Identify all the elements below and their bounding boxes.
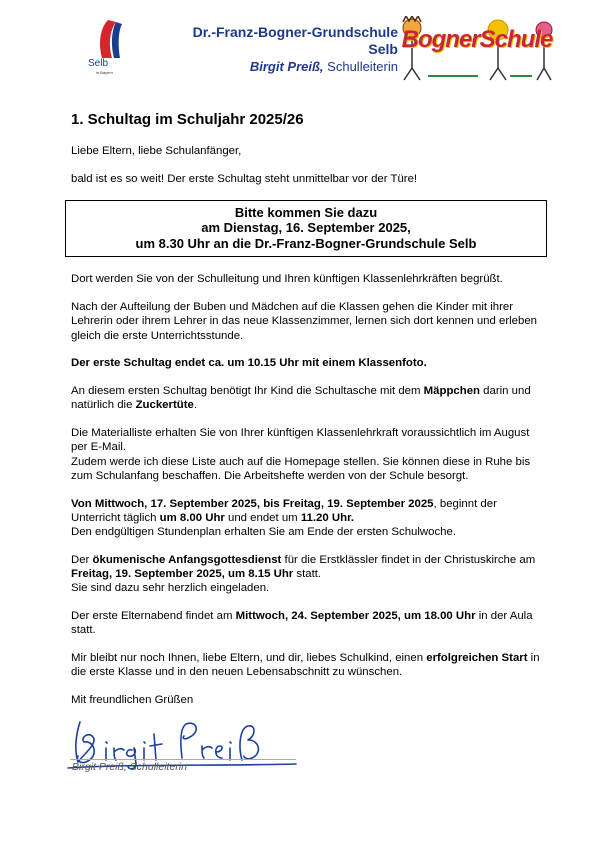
signature-caption: Birgit Preiß, Schulleiterin xyxy=(72,761,187,773)
pencil-case-text: Mäppchen xyxy=(423,385,480,398)
principal-line xyxy=(130,59,398,75)
text-segment: An diesem ersten Schultag benötigt Ihr Kind die Schultasche mit dem xyxy=(71,385,424,398)
end-time-paragraph xyxy=(71,356,541,370)
text-segment: Den endgültigen Stundenplan erhalten Sie am Ende der ersten Schulwoche. xyxy=(71,525,457,538)
text-segment: , beginnt der Unterricht täglich xyxy=(71,497,497,524)
letter-content xyxy=(71,111,541,721)
material-list-paragraph xyxy=(71,426,541,483)
town-logo-subtext: in Bayern xyxy=(96,70,113,75)
school-town: Selb xyxy=(368,41,398,57)
text-segment: für die Erstklässler findet in der Christuskirche am xyxy=(281,553,536,566)
signature-line xyxy=(70,759,296,760)
invitation-line-3: um 8.30 Uhr an die Dr.-Franz-Bogner-Grundschule Selb xyxy=(135,235,477,251)
schedule-paragraph xyxy=(71,497,541,540)
parents-evening-date: Mittwoch, 24. September 2025, um 18.00 Uhr xyxy=(235,609,476,622)
service-paragraph xyxy=(71,553,541,596)
parents-evening-paragraph xyxy=(71,609,541,637)
text-segment: in der Aula statt. xyxy=(71,609,533,637)
text-segment: Der xyxy=(71,553,93,566)
greeting: Liebe Eltern, liebe Schulanfänger, xyxy=(71,145,242,157)
town-logo-text: Selb xyxy=(88,58,109,69)
closing: Mit freundlichen Grüßen xyxy=(71,693,194,706)
welcome-paragraph: Dort werden Sie von der Schulleitung und Ihren künftigen Klassenlehrkräften begrüßt. xyxy=(71,273,503,286)
school-cone-text: Zuckertüte xyxy=(135,399,194,412)
text-segment: statt. xyxy=(293,567,322,580)
text-segment: Sie sind dazu sehr herzlich eingeladen. xyxy=(71,582,270,595)
text-segment: in die erste Klasse und in den neuen Lebensabschnitt zu wünschen. xyxy=(71,651,540,679)
service-name: ökumenische Anfangsgottesdienst xyxy=(92,553,282,566)
invitation-line-2: am Dienstag, 16. September 2025, xyxy=(201,220,411,236)
materials-paragraph xyxy=(71,384,541,412)
text-segment: . xyxy=(193,399,197,412)
schedule-dates: Von Mittwoch, 17. September 2025, bis Freitag, 19. September 2025 xyxy=(71,497,434,510)
town-logo xyxy=(78,18,130,82)
intro-paragraph: bald ist es so weit! Der erste Schultag steht unmittelbar vor der Türe! xyxy=(71,172,418,185)
text-segment: und endet um xyxy=(224,511,301,524)
text-segment: Der erste Elternabend findet am xyxy=(71,609,236,622)
text-segment: darin und natürlich die xyxy=(71,385,531,412)
school-logo-text: BognerSchule xyxy=(401,26,553,53)
text-segment: Die Materialliste erhalten Sie von Ihrer künftigen Klassenlehrkraft voraussichtlich im August per E-Mail. xyxy=(71,427,530,454)
classes-paragraph: Nach der Aufteilung der Buben und Mädchen auf die Klassen gehen die Kinder mit ihrer Lehrerin oder ihrem Lehrer in das neue Klassenzimmer, lernen sich dort kennen und erleben gleich die erste Unterrichtsstunde. xyxy=(71,301,538,342)
successful-start-text: erfolgreichen Start xyxy=(426,651,528,664)
invitation-box xyxy=(65,200,547,258)
invitation-line-1: Bitte kommen Sie dazu xyxy=(234,204,378,220)
wishes-paragraph xyxy=(71,651,541,679)
text-segment: Mir bleibt nur noch Ihnen, liebe Eltern, und dir, liebes Schulkind, einen xyxy=(71,651,427,664)
page-title: 1. Schultag im Schuljahr 2025/26 xyxy=(71,111,304,128)
text-segment: Zudem werde ich diese Liste auch auf die Homepage stellen. Sie können diese in Ruhe bis zum Schulanfang beschaffen. Die Arbeitshefte werden von der Schule besorgt. xyxy=(71,455,531,482)
start-time: um 8.00 Uhr xyxy=(159,511,225,524)
principal-role: Schulleiterin xyxy=(327,59,398,74)
principal-name: Birgit Preiß, xyxy=(249,59,324,74)
letterhead xyxy=(130,24,398,75)
school-logo xyxy=(398,16,556,82)
school-name: Dr.-Franz-Bogner-Grundschule xyxy=(192,24,398,40)
end-time: 11.20 Uhr. xyxy=(300,511,355,524)
service-date: Freitag, 19. September 2025, um 8.15 Uhr xyxy=(71,567,294,580)
end-time-text: Der erste Schultag endet ca. um 10.15 Uhr mit einem Klassenfoto. xyxy=(71,357,427,370)
